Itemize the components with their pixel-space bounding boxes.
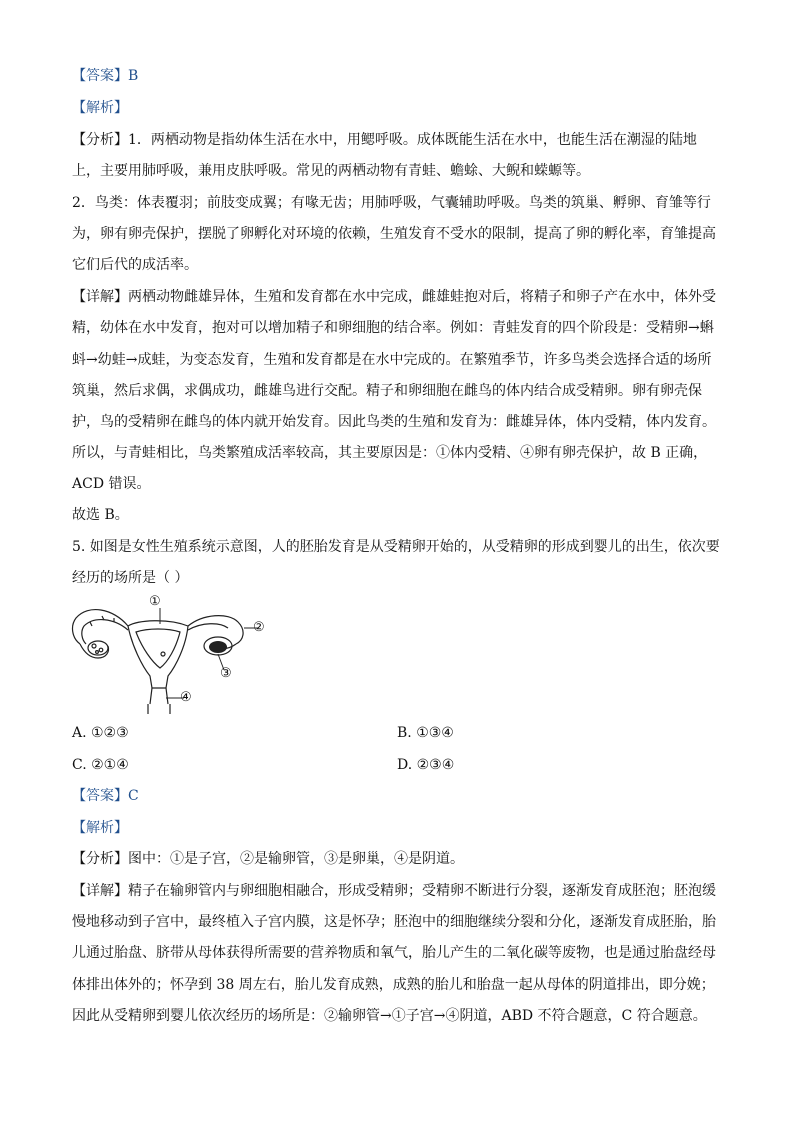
- q4-text-line: ACD 错误。: [72, 476, 151, 492]
- q5-text-line: 慢地移动到子宫中，最终植入子宫内膜，这是怀孕；胚泡中的细胞继续分裂和分化，逐渐发育成胚胎，胎: [72, 914, 716, 930]
- q5-text-line: 儿通过胎盘、脐带从母体获得所需要的营养物质和氧气，胎儿产生的二氧化碳等废物，也是通过胎盘经母: [72, 945, 716, 961]
- label-2: ②: [253, 620, 265, 635]
- option-c: C. ②①④: [72, 757, 129, 773]
- q4-text-line: 精，幼体在水中发育，抱对可以增加精子和卵细胞的结合率。例如：青蛙发育的四个阶段是：受精卵→蝌: [72, 320, 714, 336]
- option-d: D. ②③④: [397, 757, 455, 773]
- q4-text-line: 它们后代的成活率。: [72, 257, 198, 273]
- q4-text-line: 为，卵有卵壳保护，摆脱了卵孵化对环境的依赖，生殖发育不受水的限制，提高了卵的孵化率，育雏提高: [72, 226, 716, 242]
- q4-analysis-heading: 【解析】: [72, 100, 128, 116]
- q5-analysis-heading: 【解析】: [72, 820, 128, 836]
- q5-stem: 经历的场所是（ ）: [72, 570, 189, 586]
- q4-text-line: 2．鸟类：体表覆羽；前肢变成翼；有喙无齿；用肺呼吸，气囊辅助呼吸。鸟类的筑巢、孵卵、育雏等行: [72, 195, 711, 211]
- q5-text-line: 【详解】精子在输卵管内与卵细胞相融合，形成受精卵；受精卵不断进行分裂，逐渐发育成胚泡；胚泡缓: [72, 883, 716, 899]
- q5-text-line: 因此从受精卵到婴儿依次经历的场所是：②输卵管→①子宫→④阴道，ABD 不符合题意，C 符合题意。: [72, 1008, 707, 1024]
- q5-text-line: 【分析】图中：①是子宫，②是输卵管，③是卵巢，④是阴道。: [72, 851, 464, 867]
- q4-text-line: 【详解】两栖动物雌雄异体，生殖和发育都在水中完成，雌雄蛙抱对后，将精子和卵子产在水中，体外受: [72, 289, 716, 305]
- q4-text-line: 筑巢，然后求偶，求偶成功，雌雄鸟进行交配。精子和卵细胞在雌鸟的体内结合成受精卵。卵有卵壳保: [72, 383, 702, 399]
- label-3: ③: [220, 666, 232, 681]
- q4-text-line: 蚪→幼蛙→成蛙，为变态发育，生殖和发育都是在水中完成的。在繁殖季节，许多鸟类会选择合适的场所: [72, 352, 712, 368]
- q4-text-line: 【分析】1．两栖动物是指幼体生活在水中，用鳃呼吸。成体既能生活在水中，也能生活在潮湿的陆地: [72, 132, 697, 148]
- q4-text-line: 上，主要用肺呼吸，兼用皮肤呼吸。常见的两栖动物有青蛙、蟾蜍、大鲵和蝾螈等。: [72, 163, 590, 179]
- q5-answer: 【答案】C: [72, 788, 139, 804]
- q4-answer: 【答案】B: [72, 68, 139, 84]
- female-reproductive-system-diagram: [68, 596, 273, 716]
- option-a: A. ①②③: [72, 725, 129, 741]
- q5-stem: 5. 如图是女性生殖系统示意图，人的胚胎发育是从受精卵开始的，从受精卵的形成到婴儿的出生，依次要: [72, 539, 720, 555]
- q5-text-line: 体排出体外的；怀孕到 38 周左右，胎儿发育成熟，成熟的胎儿和胎盘一起从母体的阴道排出，即分娩；: [72, 977, 715, 993]
- q4-text-line: 所以，与青蛙相比，鸟类繁殖成活率较高，其主要原因是：①体内受精、④卵有卵壳保护，故 B 正确，: [72, 445, 708, 461]
- label-1: ①: [149, 594, 161, 609]
- option-b: B. ①③④: [397, 725, 454, 741]
- q4-text-line: 故选 B。: [72, 507, 129, 523]
- q4-text-line: 护，鸟的受精卵在雌鸟的体内就开始发育。因此鸟类的生殖和发育为：雌雄异体，体内受精，体内发育。: [72, 414, 716, 430]
- label-4: ④: [180, 690, 192, 705]
